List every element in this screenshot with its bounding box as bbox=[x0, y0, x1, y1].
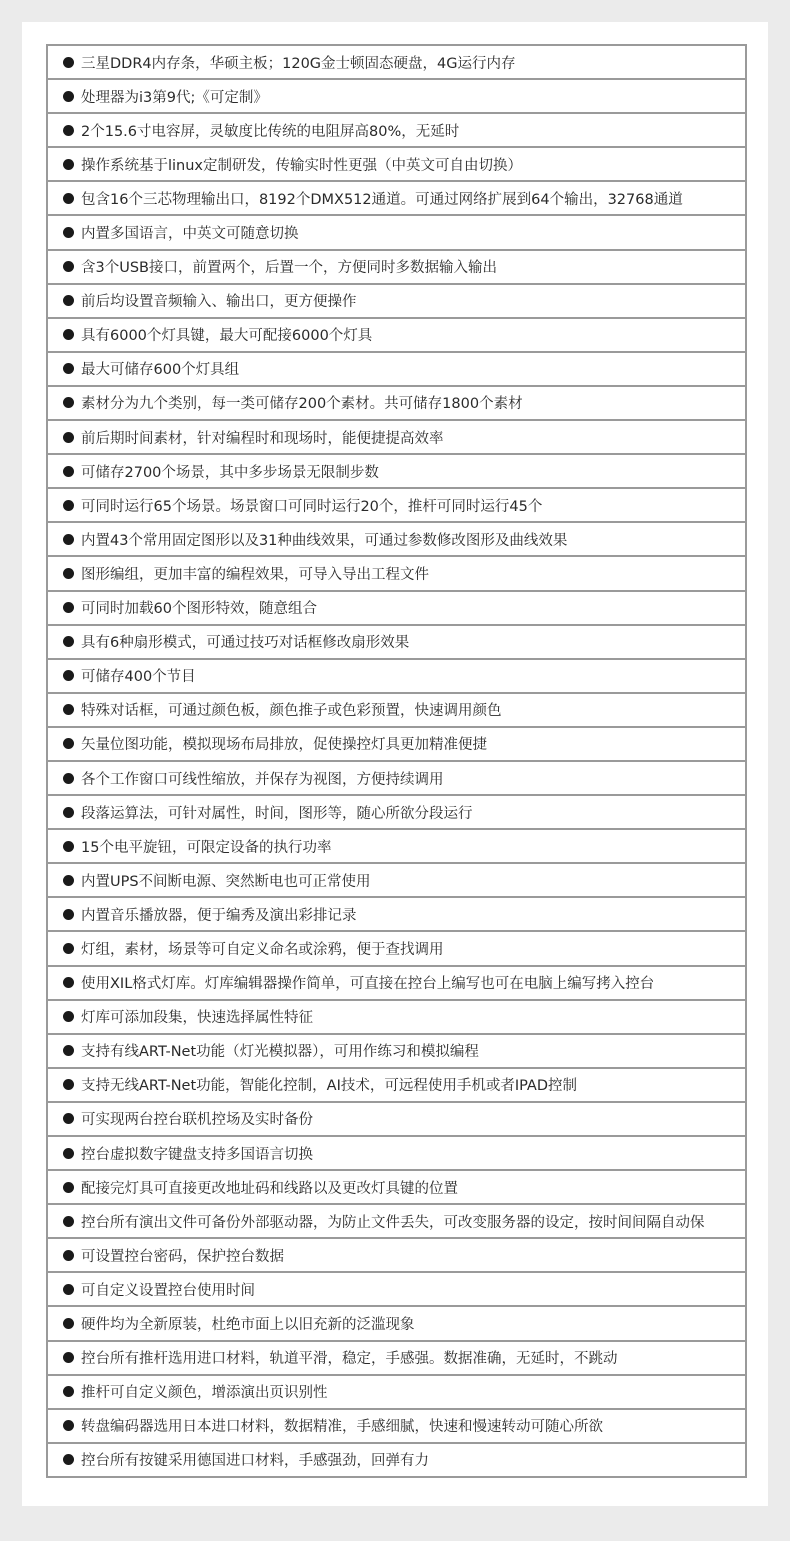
feature-row bbox=[48, 1171, 745, 1205]
bullet-icon bbox=[63, 1284, 74, 1295]
bullet-icon bbox=[63, 1216, 74, 1227]
bullet-icon bbox=[63, 636, 74, 647]
bullet-icon bbox=[63, 1386, 74, 1397]
feature-text: 内置UPS不间断电源、突然断电也可正常使用 bbox=[81, 873, 371, 890]
feature-text: 可储存400个节目 bbox=[81, 669, 196, 686]
feature-text: 内置音乐播放器，便于编秀及演出彩排记录 bbox=[81, 907, 357, 924]
bullet-icon bbox=[63, 261, 74, 272]
feature-text: 可设置控台密码，保护控台数据 bbox=[81, 1248, 284, 1265]
feature-row bbox=[48, 1273, 745, 1307]
bullet-icon bbox=[63, 670, 74, 681]
feature-row bbox=[48, 1342, 745, 1376]
feature-text: 操作系统基于linux定制研发，传输实时性更强（中英文可自由切换） bbox=[81, 157, 523, 174]
feature-text: 可同时运行65个场景。场景窗口可同时运行20个，推杆可同时运行45个 bbox=[81, 498, 543, 515]
bullet-icon bbox=[63, 466, 74, 477]
bullet-icon bbox=[63, 1250, 74, 1261]
feature-row bbox=[48, 353, 745, 387]
feature-row bbox=[48, 387, 745, 421]
feature-row bbox=[48, 967, 745, 1001]
feature-text: 矢量位图功能，模拟现场布局排放，促使操控灯具更加精准便捷 bbox=[81, 737, 487, 754]
bullet-icon bbox=[63, 329, 74, 340]
bullet-icon bbox=[63, 227, 74, 238]
feature-text: 配接完灯具可直接更改地址码和线路以及更改灯具键的位置 bbox=[81, 1180, 458, 1197]
feature-row bbox=[48, 864, 745, 898]
bullet-icon bbox=[63, 773, 74, 784]
feature-text: 具有6种扇形模式，可通过技巧对话框修改扇形效果 bbox=[81, 635, 410, 652]
feature-text: 灯组，素材，场景等可自定义命名或涂鸦，便于查找调用 bbox=[81, 941, 444, 958]
feature-row bbox=[48, 1035, 745, 1069]
feature-row bbox=[48, 1239, 745, 1273]
feature-text: 2个15.6寸电容屏，灵敏度比传统的电阻屏高80%，无延时 bbox=[81, 123, 460, 140]
feature-row bbox=[48, 1205, 745, 1239]
spec-panel bbox=[22, 22, 768, 1506]
feature-row bbox=[48, 1376, 745, 1410]
feature-row bbox=[48, 1444, 745, 1478]
bullet-icon bbox=[63, 193, 74, 204]
feature-text: 15个电平旋钮，可限定设备的执行功率 bbox=[81, 839, 332, 856]
feature-row bbox=[48, 796, 745, 830]
feature-text: 控台所有按键采用德国进口材料，手感强劲，回弹有力 bbox=[81, 1453, 429, 1470]
bullet-icon bbox=[63, 397, 74, 408]
bullet-icon bbox=[63, 91, 74, 102]
bullet-icon bbox=[63, 432, 74, 443]
feature-text: 可实现两台控台联机控场及实时备份 bbox=[81, 1112, 313, 1129]
bullet-icon bbox=[63, 125, 74, 136]
bullet-icon bbox=[63, 1352, 74, 1363]
feature-text: 素材分为九个类别，每一类可储存200个素材。共可储存1800个素材 bbox=[81, 396, 523, 413]
feature-text: 特殊对话框，可通过颜色板，颜色推子或色彩预置，快速调用颜色 bbox=[81, 703, 502, 720]
feature-text: 硬件均为全新原装，杜绝市面上以旧充新的泛滥现象 bbox=[81, 1317, 415, 1334]
bullet-icon bbox=[63, 534, 74, 545]
feature-text: 处理器为i3第9代;《可定制》 bbox=[81, 89, 268, 106]
feature-row bbox=[48, 1307, 745, 1341]
bullet-icon bbox=[63, 1148, 74, 1159]
feature-row bbox=[48, 182, 745, 216]
feature-text: 内置43个常用固定图形以及31种曲线效果，可通过参数修改图形及曲线效果 bbox=[81, 532, 568, 549]
feature-row bbox=[48, 898, 745, 932]
bullet-icon bbox=[63, 704, 74, 715]
feature-text: 最大可储存600个灯具组 bbox=[81, 362, 240, 379]
bullet-icon bbox=[63, 909, 74, 920]
feature-row bbox=[48, 523, 745, 557]
feature-row bbox=[48, 932, 745, 966]
feature-text: 可同时加载60个图形特效，随意组合 bbox=[81, 601, 317, 618]
bullet-icon bbox=[63, 875, 74, 886]
feature-list bbox=[46, 44, 747, 1478]
bullet-icon bbox=[63, 500, 74, 511]
bullet-icon bbox=[63, 1113, 74, 1124]
feature-row bbox=[48, 557, 745, 591]
feature-row bbox=[48, 251, 745, 285]
bullet-icon bbox=[63, 1079, 74, 1090]
feature-row bbox=[48, 421, 745, 455]
feature-text: 包含16个三芯物理输出口，8192个DMX512通道。可通过网络扩展到64个输出，32768通道 bbox=[81, 191, 683, 208]
feature-text: 各个工作窗口可线性缩放，并保存为视图，方便持续调用 bbox=[81, 771, 444, 788]
feature-text: 灯库可添加段集，快速选择属性特征 bbox=[81, 1010, 313, 1027]
feature-row bbox=[48, 80, 745, 114]
bullet-icon bbox=[63, 57, 74, 68]
bullet-icon bbox=[63, 1318, 74, 1329]
feature-row bbox=[48, 216, 745, 250]
feature-text: 可储存2700个场景，其中多步场景无限制步数 bbox=[81, 464, 379, 481]
bullet-icon bbox=[63, 1454, 74, 1465]
bullet-icon bbox=[63, 807, 74, 818]
feature-text: 推杆可自定义颜色，增添演出页识别性 bbox=[81, 1385, 328, 1402]
bullet-icon bbox=[63, 1182, 74, 1193]
bullet-icon bbox=[63, 738, 74, 749]
feature-row bbox=[48, 626, 745, 660]
feature-text: 具有6000个灯具键，最大可配接6000个灯具 bbox=[81, 328, 373, 345]
feature-text: 三星DDR4内存条，华硕主板；120G金士顿固态硬盘，4G运行内存 bbox=[81, 55, 516, 72]
feature-text: 可自定义设置控台使用时间 bbox=[81, 1282, 255, 1299]
bullet-icon bbox=[63, 568, 74, 579]
feature-text: 控台所有演出文件可备份外部驱动器，为防止文件丢失，可改变服务器的设定，按时间间隔自动保 bbox=[81, 1214, 705, 1231]
feature-row bbox=[48, 728, 745, 762]
feature-row bbox=[48, 1410, 745, 1444]
feature-row bbox=[48, 1001, 745, 1035]
feature-row bbox=[48, 592, 745, 626]
feature-text: 使用XIL格式灯库。灯库编辑器操作简单，可直接在控台上编写也可在电脑上编写拷入控台 bbox=[81, 976, 655, 993]
bullet-icon bbox=[63, 1045, 74, 1056]
bullet-icon bbox=[63, 295, 74, 306]
feature-row bbox=[48, 319, 745, 353]
feature-row bbox=[48, 1103, 745, 1137]
feature-text: 段落运算法，可针对属性，时间，图形等，随心所欲分段运行 bbox=[81, 805, 473, 822]
feature-row bbox=[48, 660, 745, 694]
bullet-icon bbox=[63, 1011, 74, 1022]
feature-row bbox=[48, 114, 745, 148]
feature-text: 前后均设置音频输入、输出口，更方便操作 bbox=[81, 294, 357, 311]
feature-text: 含3个USB接口，前置两个，后置一个，方便同时多数据输入输出 bbox=[81, 260, 497, 277]
bullet-icon bbox=[63, 159, 74, 170]
feature-row bbox=[48, 694, 745, 728]
bullet-icon bbox=[63, 943, 74, 954]
feature-row bbox=[48, 455, 745, 489]
feature-text: 内置多国语言，中英文可随意切换 bbox=[81, 226, 299, 243]
bullet-icon bbox=[63, 1420, 74, 1431]
feature-row bbox=[48, 46, 745, 80]
feature-row bbox=[48, 148, 745, 182]
feature-row bbox=[48, 1069, 745, 1103]
feature-text: 前后期时间素材，针对编程时和现场时，能便捷提高效率 bbox=[81, 430, 444, 447]
feature-text: 支持无线ART-Net功能，智能化控制，AI技术，可远程使用手机或者IPAD控制 bbox=[81, 1078, 578, 1095]
bullet-icon bbox=[63, 363, 74, 374]
feature-text: 控台所有推杆选用进口材料，轨道平滑，稳定，手感强。数据准确，无延时，不跳动 bbox=[81, 1351, 618, 1368]
bullet-icon bbox=[63, 841, 74, 852]
feature-row bbox=[48, 762, 745, 796]
feature-row bbox=[48, 1137, 745, 1171]
feature-text: 支持有线ART-Net功能（灯光模拟器），可用作练习和模拟编程 bbox=[81, 1044, 479, 1061]
feature-row bbox=[48, 489, 745, 523]
bullet-icon bbox=[63, 977, 74, 988]
feature-text: 图形编组，更加丰富的编程效果，可导入导出工程文件 bbox=[81, 566, 429, 583]
bullet-icon bbox=[63, 602, 74, 613]
feature-row bbox=[48, 830, 745, 864]
feature-text: 转盘编码器选用日本进口材料，数据精准，手感细腻，快速和慢速转动可随心所欲 bbox=[81, 1419, 603, 1436]
feature-row bbox=[48, 285, 745, 319]
feature-text: 控台虚拟数字键盘支持多国语言切换 bbox=[81, 1146, 313, 1163]
